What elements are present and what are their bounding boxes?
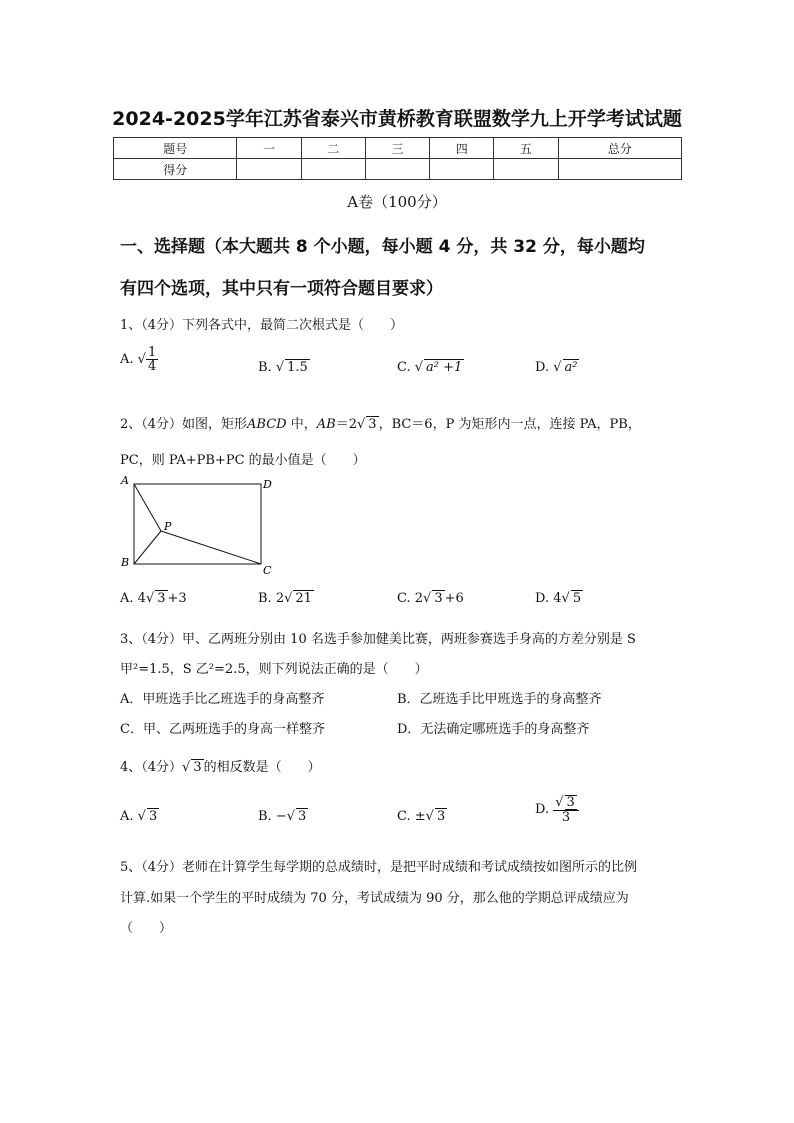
segment-pa [134, 484, 161, 531]
score-table [113, 137, 682, 180]
coefficient: 4 [553, 591, 562, 606]
score-header-cell: 三 [365, 138, 429, 159]
q2-ab: AB [316, 417, 336, 432]
option-label: B. [258, 809, 272, 824]
radicand: 1.5 [287, 360, 308, 375]
rectangle-figure [118, 472, 278, 578]
score-header-cell: 五 [494, 138, 558, 159]
score-cell [558, 159, 681, 180]
score-cell [301, 159, 365, 180]
numerator: 1 [147, 345, 157, 360]
q3-option-d: D．无法确定哪班选手的身高整齐 [397, 722, 590, 737]
score-table-score-row [114, 159, 682, 180]
option-label: D. [535, 360, 550, 375]
score-table-header-row [114, 138, 682, 159]
score-cell [494, 159, 558, 180]
section-heading-line2: 有四个选项，其中只有一项符合题目要求） [120, 279, 443, 299]
radicand: 21 [295, 591, 312, 606]
q2-option-c: C. 2√ 3 +6 [397, 591, 464, 606]
q2-text-rest: ，BC＝6，P 为矩形内一点，连接 PA，PB， [378, 417, 641, 432]
radicand: 3 [157, 591, 166, 606]
radicand: a² [564, 360, 578, 375]
question-4-text: 4、（4分）√ 3 的相反数是（ ） [120, 760, 321, 775]
q2-option-a: A. 4√ 3 +3 [120, 591, 187, 606]
label-d: D [263, 478, 272, 491]
q4-text-pre: 4、（4分） [120, 760, 183, 775]
label-b: B [121, 556, 130, 569]
option-label: A. [120, 352, 134, 367]
score-header-cell: 四 [430, 138, 494, 159]
option-label: B. [258, 591, 272, 606]
question-1-text: 1、（4分）下列各式中，最简二次根式是（ ） [120, 318, 404, 333]
q3-option-c: C．甲、乙两班选手的身高一样整齐 [120, 722, 325, 737]
radicand: 5 [572, 591, 582, 606]
plus-minus-sign: ± [414, 809, 426, 824]
q4-option-a: A. √ 3 [120, 809, 158, 824]
option-label: C. [397, 360, 411, 375]
q2-option-d: D. 4√ 5 [535, 591, 582, 606]
coefficient: 4 [137, 591, 146, 606]
question-2-line1: 2、（4分）如图，矩形ABCD 中，AB＝2√ 3 ，BC＝6，P 为矩形内一点，连接 PA，PB， [120, 417, 641, 432]
fraction [553, 795, 579, 824]
denominator: 4 [147, 359, 157, 374]
q2-text-pre: 2、（4分）如图，矩形 [120, 417, 248, 432]
q4-option-d [535, 795, 579, 824]
option-label: C. [397, 809, 411, 824]
question-2-line2: PC，则 PA+PB+PC 的最小值是（ ） [120, 453, 366, 468]
q2-option-b: B. 2√ 21 [258, 591, 312, 606]
radicand: 3 [368, 417, 377, 432]
option-label: A. [120, 591, 134, 606]
score-header-cell: 二 [301, 138, 365, 159]
addend: +3 [167, 591, 187, 606]
question-3-line2: 甲²=1.5，S 乙²=2.5，则下列说法正确的是（ ） [120, 662, 428, 677]
q4-option-c: C. ±√ 3 [397, 809, 446, 824]
q4-option-b: B. −√ 3 [258, 809, 307, 824]
q1-option-c: C. √ a² +1 [397, 360, 463, 375]
radicand: a² +1 [426, 360, 463, 375]
q2-rect-name: ABCD [247, 417, 287, 432]
q3-option-b: B．乙班选手比甲班选手的身高整齐 [397, 692, 602, 707]
minus-sign: − [275, 809, 287, 824]
radicand: 3 [148, 809, 158, 824]
question-5-line2: 计算.如果一个学生的平时成绩为 70 分，考试成绩为 90 分，那么他的学期总评成绩应为 [120, 891, 629, 906]
segment-pb [134, 531, 161, 564]
radicand: 3 [298, 809, 307, 824]
fraction [146, 346, 158, 373]
score-header-cell: 总分 [558, 138, 681, 159]
q2-text-mid: 中， [286, 417, 317, 432]
numerator: √ 3 [553, 795, 579, 811]
label-p: P [164, 520, 172, 533]
coefficient: 2 [414, 591, 424, 606]
label-c: C [263, 564, 272, 577]
option-label: B. [258, 360, 272, 375]
question-5-line3: （ ） [120, 921, 173, 936]
score-cell [365, 159, 429, 180]
q1-option-a: A. √ $\frac{1}{4}$ [120, 345, 157, 374]
segment-pc [161, 531, 261, 564]
label-a: A [121, 474, 129, 487]
denominator: 3 [561, 810, 571, 825]
q3-option-a: A．甲班选手比乙班选手的身高整齐 [120, 692, 325, 707]
score-cell [430, 159, 494, 180]
page-title: 2024-2025学年江苏省泰兴市黄桥教育联盟数学九上开学考试试题 [112, 108, 682, 130]
score-header-cell: 题号 [114, 138, 237, 159]
score-row-label: 得分 [114, 159, 237, 180]
rectangle-abcd [134, 484, 261, 564]
q1-option-b: B. √ 1.5 [258, 360, 308, 375]
radicand: 3 [436, 809, 446, 824]
radicand: 3 [193, 760, 202, 775]
score-header-cell: 一 [237, 138, 301, 159]
section-heading-line1: 一、选择题（本大题共 8 个小题，每小题 4 分，共 32 分，每小题均 [120, 237, 645, 257]
coefficient: 2 [275, 591, 285, 606]
q2-eq: ＝2 [335, 417, 357, 432]
addend: +6 [444, 591, 464, 606]
q4-text-post: 的相反数是（ ） [203, 760, 321, 775]
section-title: A卷（100分） [347, 193, 447, 211]
question-3-line1: 3、（4分）甲、乙两班分别由 10 名选手参加健美比赛，两班参赛选手身高的方差分别是 S [120, 632, 636, 647]
score-cell [237, 159, 301, 180]
option-label: D. [535, 591, 550, 606]
radicand: 3 [434, 591, 443, 606]
option-label: C. [397, 591, 411, 606]
question-5-line1: 5、（4分）老师在计算学生每学期的总成绩时，是把平时成绩和考试成绩按如图所示的比例 [120, 860, 638, 875]
option-label: D. [535, 802, 550, 817]
q1-option-d: D. √ a² [535, 360, 578, 375]
option-label: A. [120, 809, 134, 824]
radicand: 3 [566, 795, 575, 810]
